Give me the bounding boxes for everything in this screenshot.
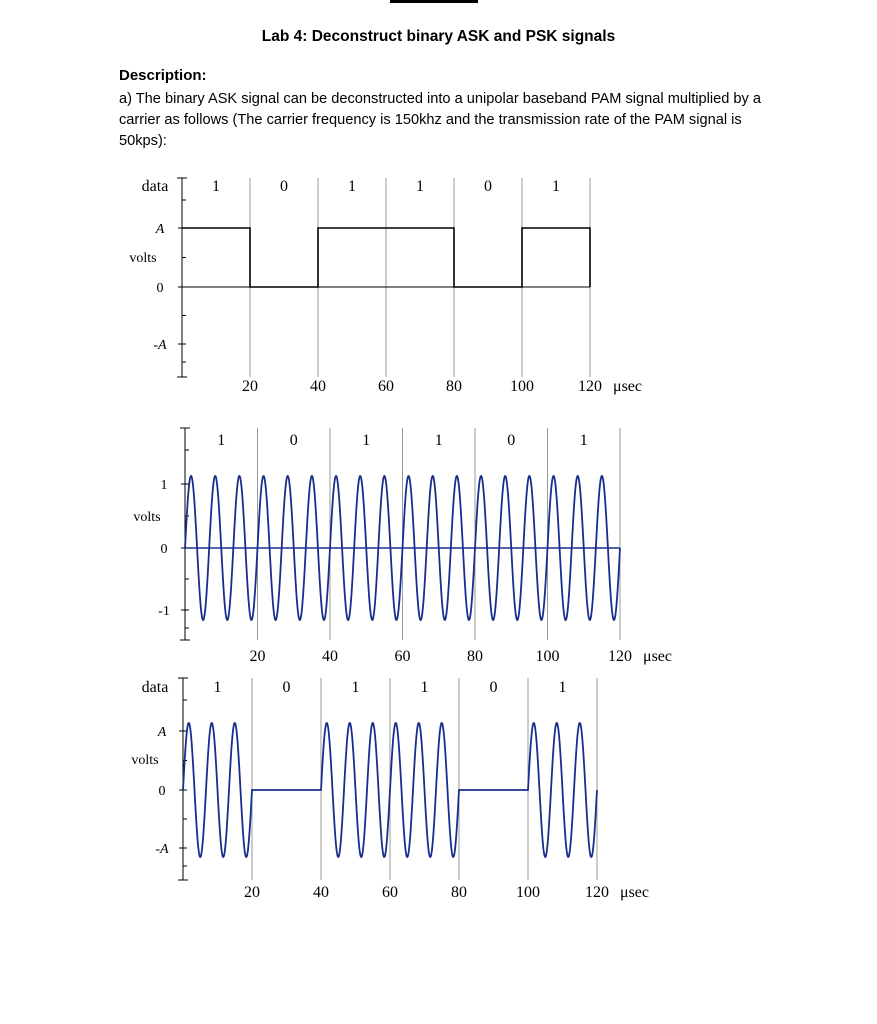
chart-2-x-unit: μsec	[643, 648, 673, 665]
chart-1-x-unit: μsec	[613, 378, 643, 395]
chart-1-xtick-label: 100	[510, 378, 534, 395]
chart-3-ytick-label: 0	[158, 784, 166, 799]
chart-1-bit-label: 1	[552, 178, 560, 195]
chart-3-xtick-label: 40	[313, 884, 329, 901]
chart-3-bit-label: 0	[282, 679, 291, 696]
description-text: a) The binary ASK signal can be deconstructed into a unipolar baseband PAM signal multiplied by a carrier as follows (The carrier frequency is 150khz and the transmission rate of the PAM signal is 50kps):	[119, 91, 761, 149]
chart-1-bit-label: 1	[212, 178, 220, 195]
chart-1-xtick-label: 80	[446, 378, 462, 395]
chart-3-bit-label: 1	[213, 679, 222, 696]
page-title: Lab 4: Deconstruct binary ASK and PSK signals	[261, 28, 616, 45]
chart-3-bit-label: 1	[351, 679, 360, 696]
chart-2-bit-label: 1	[579, 432, 588, 449]
chart-3-xtick-label: 120	[585, 884, 609, 901]
chart-2-xtick-label: 20	[249, 648, 266, 665]
chart-1-ytick-label: 0	[156, 281, 164, 296]
chart-3-data-label: data	[141, 679, 169, 696]
chart-3-x-unit: μsec	[620, 884, 650, 901]
chart-2-xtick-label: 120	[608, 648, 632, 665]
chart-2-bit-label: 1	[217, 432, 226, 449]
chart-2-bit-label: 0	[507, 432, 516, 449]
chart-1-ytick-label: -A	[153, 338, 167, 353]
chart-2-ytick-label: 1	[160, 478, 168, 493]
chart-1-xtick-label: 20	[242, 378, 258, 395]
chart-2-bit-label: 0	[289, 432, 298, 449]
chart-1-data-label: data	[141, 178, 169, 195]
chart-2-xtick-label: 40	[322, 648, 338, 665]
chart-2-xtick-label: 80	[467, 648, 483, 665]
chart-2-xtick-label: 100	[535, 648, 560, 665]
chart-1-ytick-label: A	[155, 222, 165, 237]
chart-3-bit-label: 1	[558, 679, 567, 696]
chart-2-ylabel: volts	[133, 510, 161, 525]
chart-2-xtick-label: 60	[394, 648, 411, 665]
chart-1-xtick-label: 120	[578, 378, 602, 395]
chart-1-xtick-label: 40	[310, 378, 326, 395]
chart-2-ytick-label: 0	[160, 542, 168, 557]
chart-3-ylabel: volts	[131, 753, 159, 768]
chart-1-bit-label: 0	[280, 178, 288, 195]
chart-2-ytick-label: -1	[158, 604, 170, 619]
chart-3-xtick-label: 80	[451, 884, 467, 901]
chart-1-xtick-label: 60	[378, 378, 394, 395]
chart-2-bit-label: 1	[362, 432, 371, 449]
chart-3-xtick-label: 20	[244, 884, 260, 901]
chart-3-ytick-label: A	[157, 725, 167, 740]
chart-1-bit-label: 1	[416, 178, 424, 195]
description-heading: Description:	[119, 67, 207, 84]
chart-2-bit-label: 1	[434, 432, 443, 449]
chart-3-bit-label: 1	[420, 679, 429, 696]
chart-3-xtick-label: 60	[382, 884, 398, 901]
chart-3-bit-label: 0	[489, 679, 498, 696]
chart-1-bit-label: 0	[484, 178, 492, 195]
chart-3-xtick-label: 100	[516, 884, 540, 901]
chart-3-ytick-label: -A	[155, 842, 169, 857]
chart-1-ylabel: volts	[129, 251, 157, 266]
chart-1-bit-label: 1	[348, 178, 356, 195]
